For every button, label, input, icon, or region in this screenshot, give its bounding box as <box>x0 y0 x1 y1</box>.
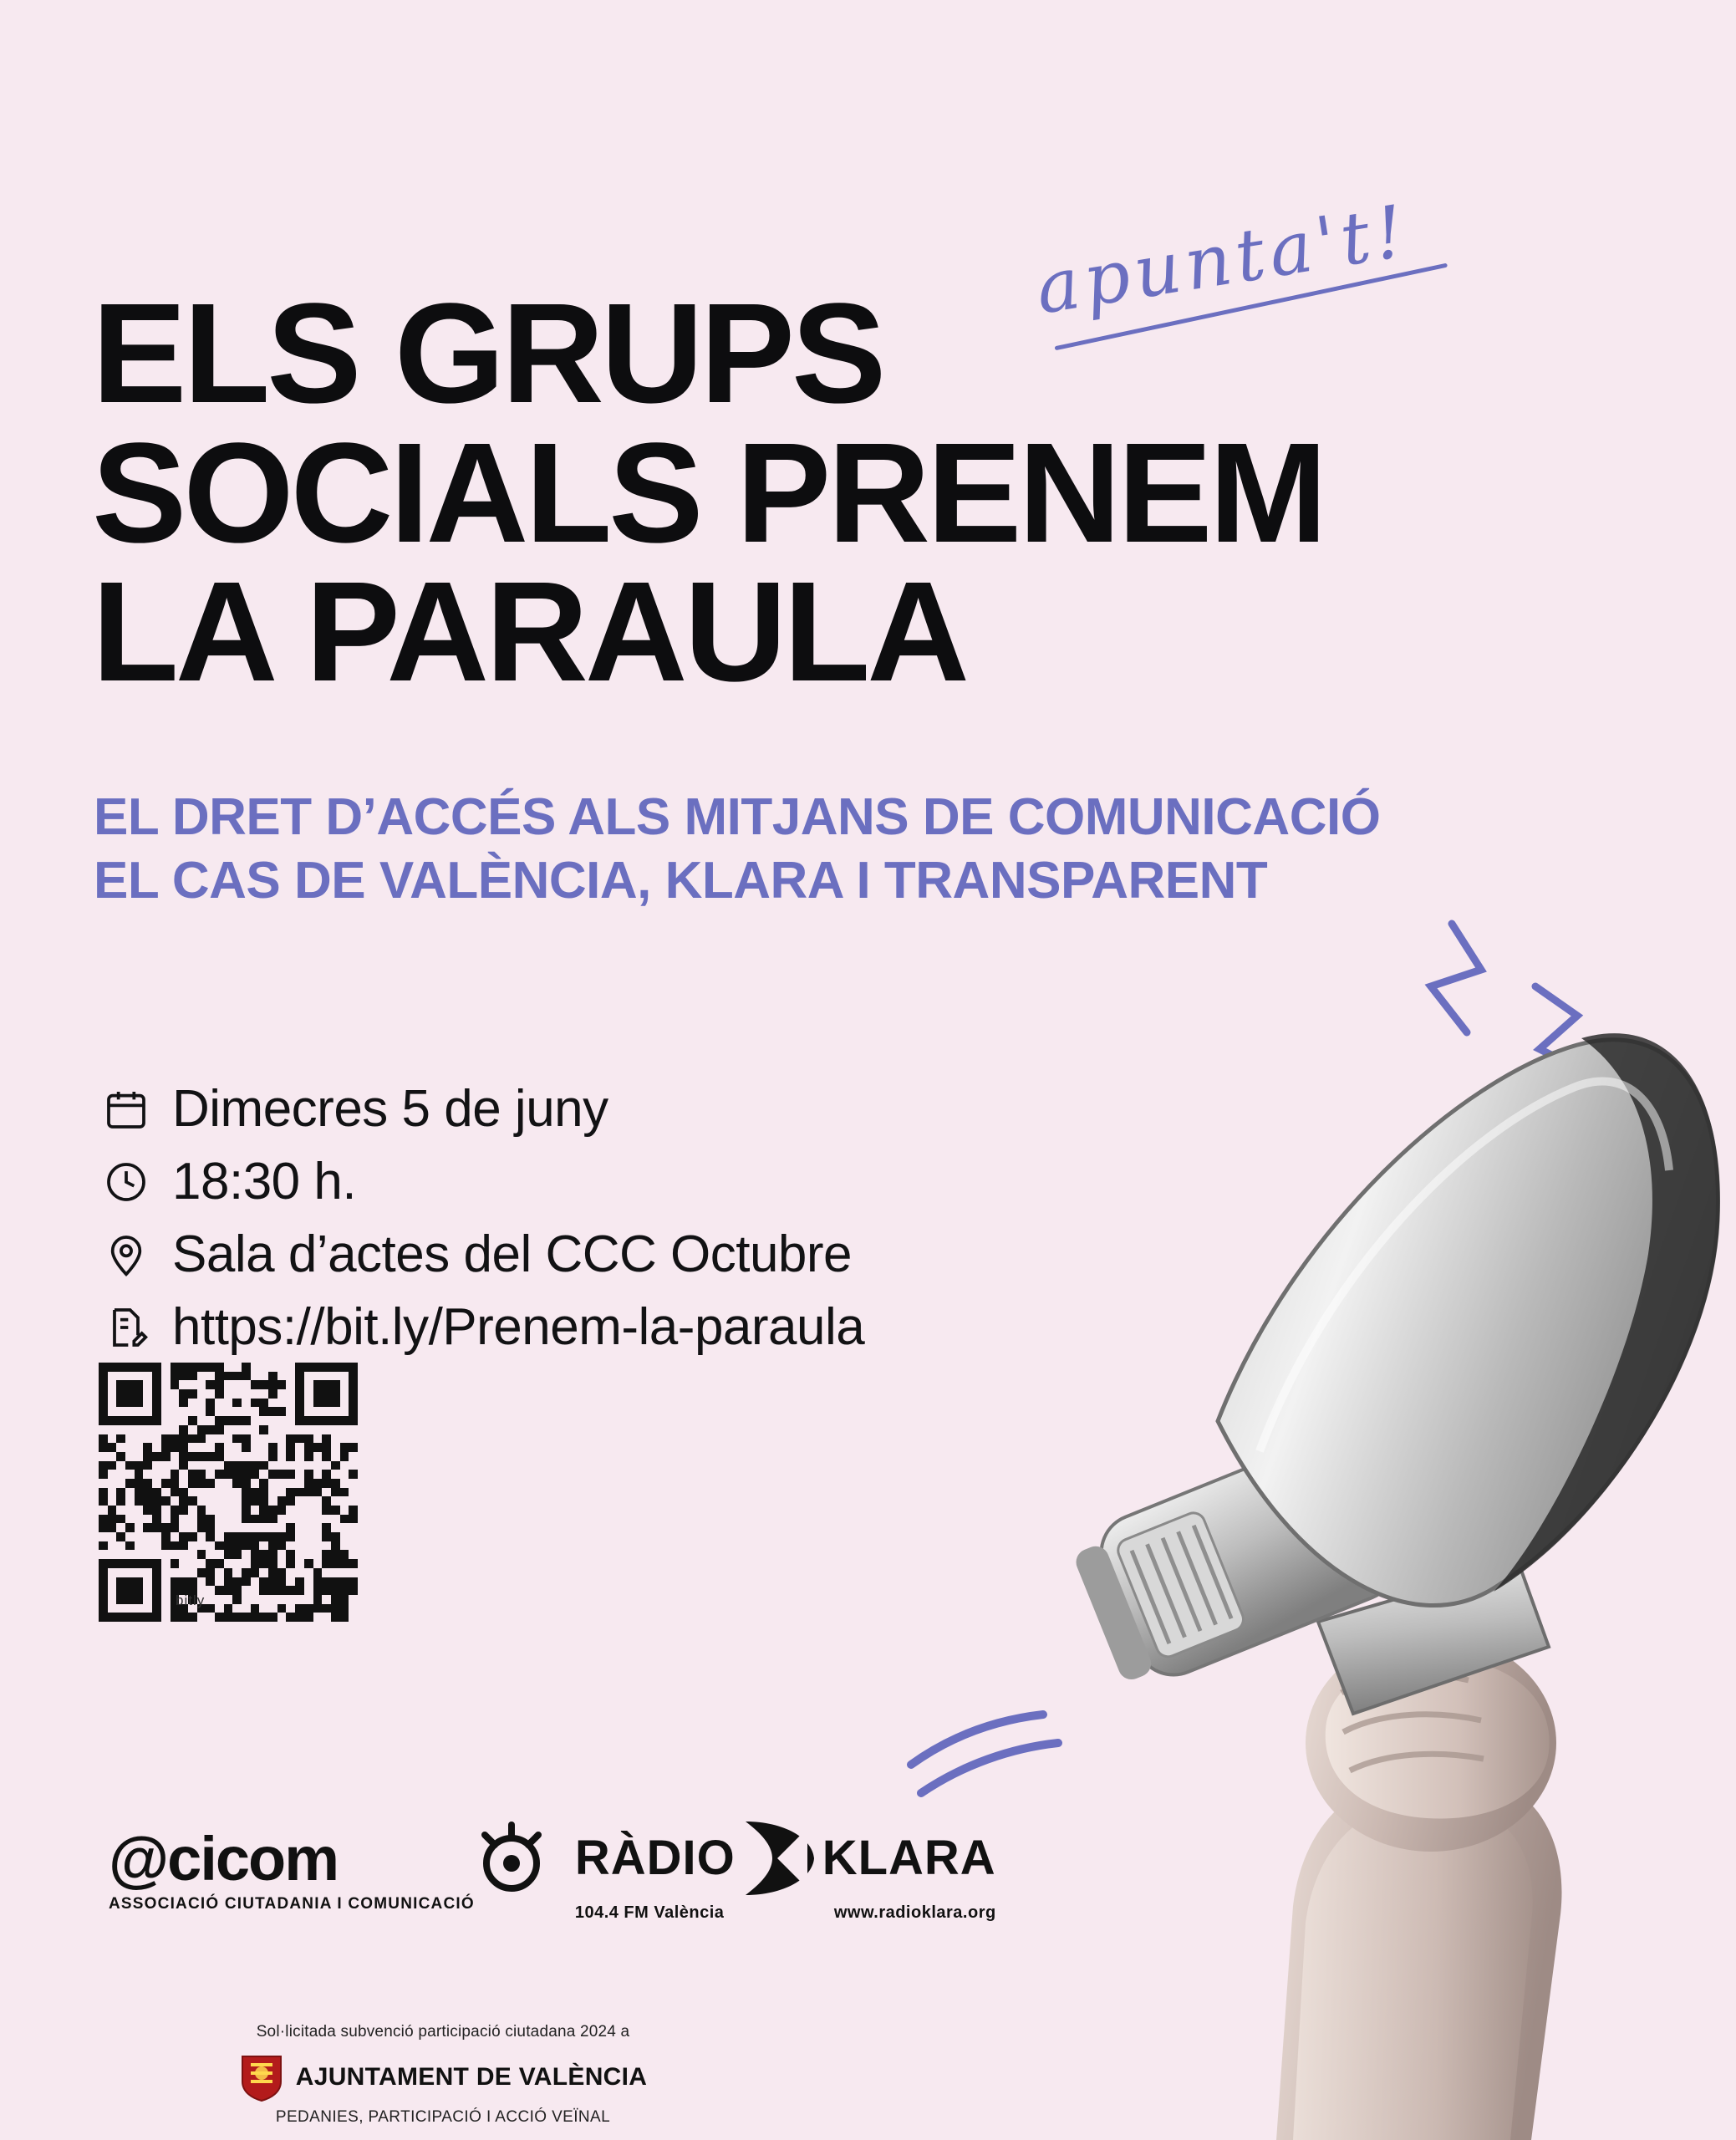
grant-line: Sol·licitada subvenció participació ciutadana 2024 a <box>256 2023 630 2041</box>
logo-acicom <box>109 1823 475 1913</box>
detail-signup-url[interactable]: https://bit.ly/Prenem-la-paraula <box>172 1298 865 1357</box>
location-pin-icon <box>100 1229 152 1281</box>
qr-caption: bitly <box>176 1592 206 1608</box>
department-name: PEDANIES, PARTICIPACIÓ I ACCIÓ VEÏNAL <box>275 2108 611 2126</box>
qr-code[interactable] <box>99 1363 374 1638</box>
acicom-tagline: ASSOCIACIÓ CIUTADANIA I COMUNICACIÓ <box>109 1894 475 1913</box>
calendar-icon <box>100 1083 152 1135</box>
acicom-name: @cicom <box>109 1823 339 1893</box>
detail-time-text: 18:30 h. <box>172 1153 357 1211</box>
radio-klara-subline <box>575 1903 996 1923</box>
radio-k-icon <box>741 1818 817 1898</box>
logo-radio-klara <box>575 1818 996 1923</box>
ajuntament-block <box>226 2053 660 2102</box>
radio-website[interactable]: www.radioklara.org <box>833 1903 996 1922</box>
subtitle-line-2: EL CAS DE VALÈNCIA, KLARA I TRANSPARENT <box>94 851 1268 910</box>
headline-line-1: ELS GRUPS <box>92 274 883 433</box>
megaphone-illustration <box>825 986 1736 2140</box>
radio-klara-wordmark <box>575 1818 996 1898</box>
valencia-coat-of-arms-icon <box>239 2053 284 2102</box>
institution-name: AJUNTAMENT DE VALÈNCIA <box>295 2063 648 2091</box>
radio-frequency: 104.4 FM València <box>574 1903 725 1922</box>
footer <box>226 2023 660 2127</box>
detail-date-text: Dimecres 5 de juny <box>172 1080 608 1138</box>
clock-icon <box>100 1156 152 1208</box>
subtitle <box>94 786 1598 912</box>
subtitle-line-1: EL DRET D’ACCÉS ALS MITJANS DE COMUNICACIÓ <box>94 788 1381 846</box>
handwritten-text: apunta't! <box>1030 189 1415 331</box>
acicom-mark-icon <box>471 1820 552 1900</box>
sponsor-logos <box>109 1818 996 1923</box>
headline-line-2: SOCIALS PRENEM <box>92 413 1325 573</box>
form-signup-icon <box>100 1302 152 1353</box>
klara-word: KLARA <box>822 1831 996 1885</box>
qr-code-grid[interactable] <box>99 1363 358 1622</box>
radio-word: RÀDIO <box>574 1831 736 1885</box>
headline-line-3: LA PARAULA <box>92 553 966 712</box>
detail-location-text: Sala d’actes del CCC Octubre <box>172 1225 853 1284</box>
